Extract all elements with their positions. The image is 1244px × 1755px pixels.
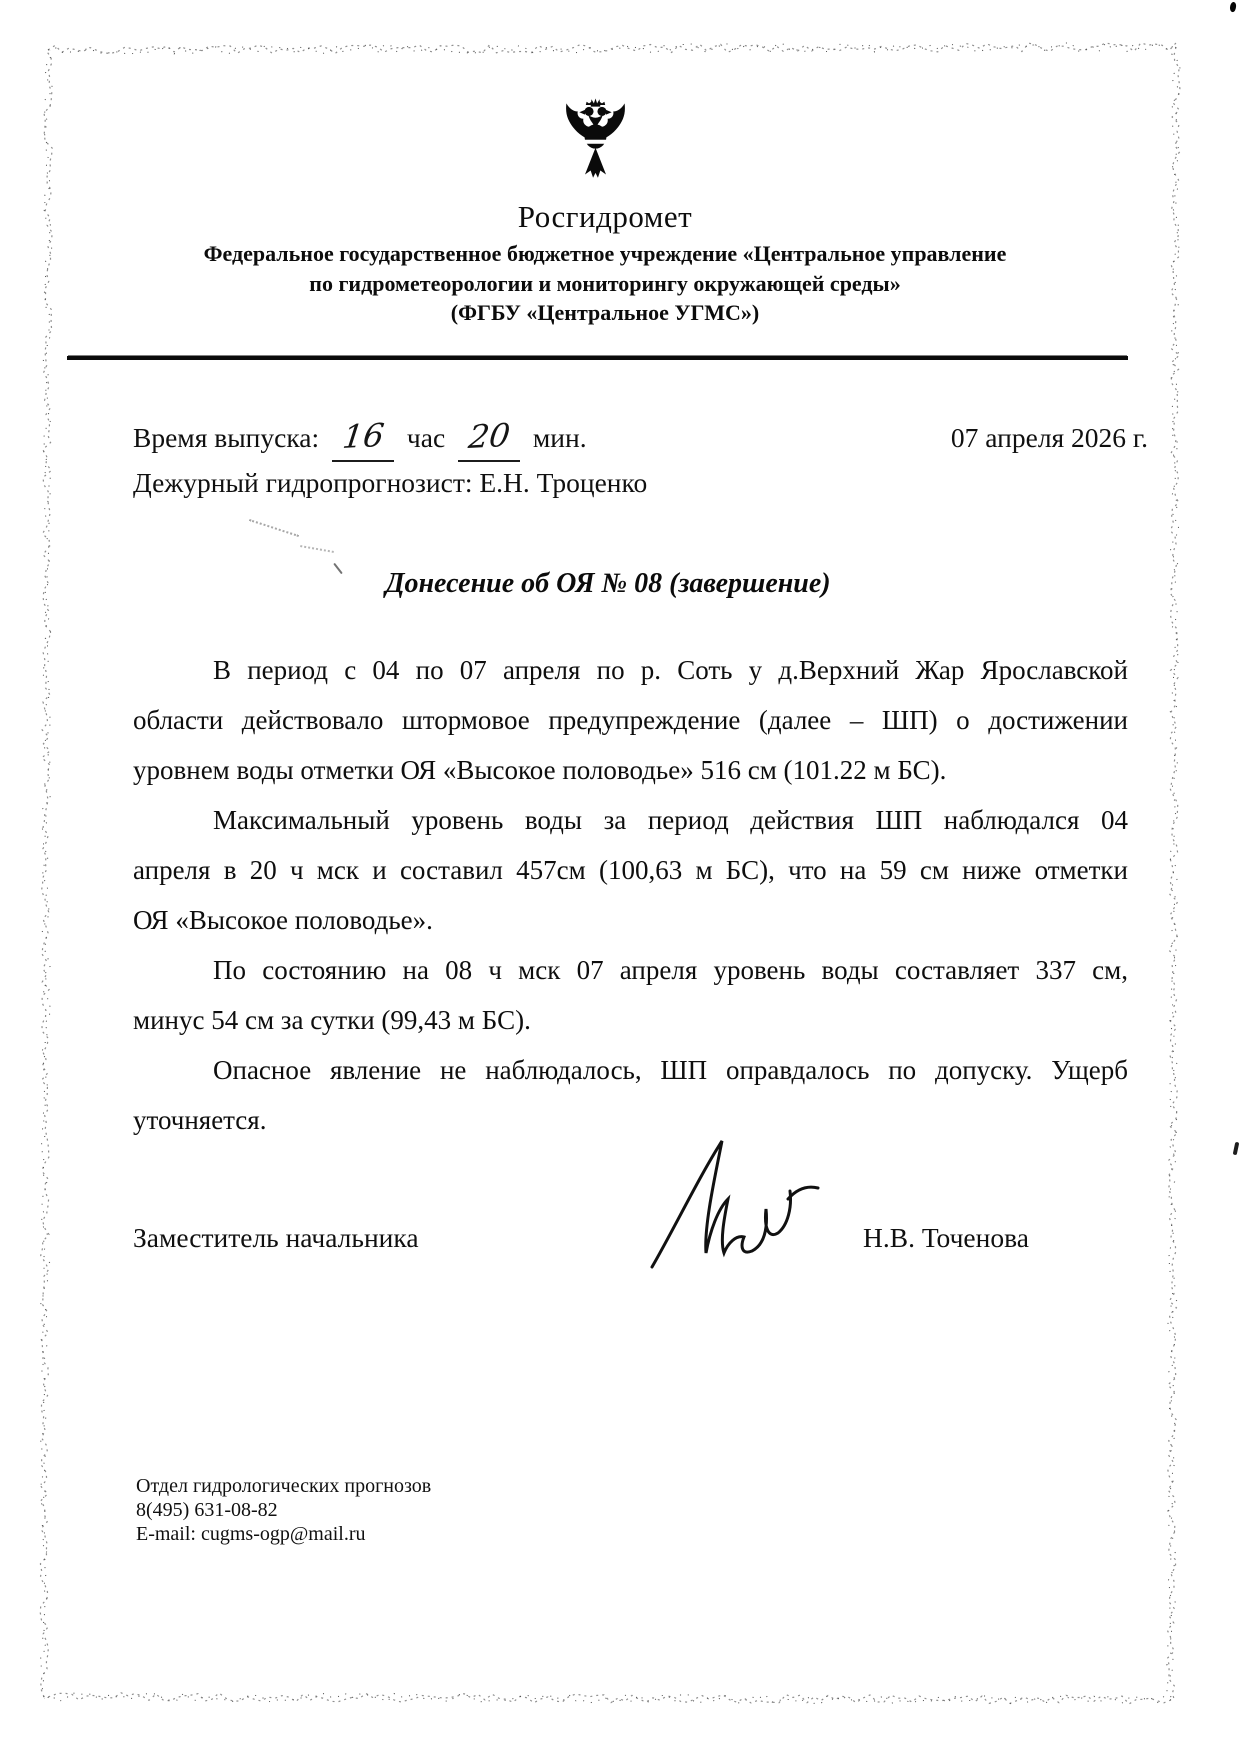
footer-contacts bbox=[136, 1474, 431, 1546]
paragraph-line: уточняется. bbox=[133, 1105, 267, 1135]
paragraph-line: области действовало штормовое предупреждение (далее – ШП) о достижении bbox=[133, 705, 1128, 735]
duty-forecaster-line: Дежурный гидропрогнозист: Е.Н. Троценко bbox=[133, 467, 648, 498]
signatory-name: Н.В. Точенова bbox=[863, 1222, 1029, 1253]
report-body bbox=[133, 645, 1128, 1145]
paragraph-line: По состоянию на 08 ч мск 07 апреля уровень воды составляет 337 см, bbox=[213, 955, 1128, 985]
paragraph-line: минус 54 см за сутки (99,43 м БС). bbox=[133, 1005, 531, 1035]
release-time-label: Время выпуска: bbox=[133, 422, 320, 453]
hours-unit: час bbox=[406, 422, 446, 453]
paragraph-line: Максимальный уровень воды за период действия ШП наблюдался 04 bbox=[213, 805, 1128, 835]
minutes-field bbox=[458, 415, 520, 462]
hours-field bbox=[332, 415, 394, 462]
paragraph-line: апреля в 20 ч мск и составил 457см (100,63 м БС), что на 59 см ниже отметки bbox=[133, 855, 1128, 885]
org-name-line-3: (ФГБУ «Центральное УГМС») bbox=[450, 300, 760, 325]
paragraph-line: ОЯ «Высокое половодье». bbox=[133, 905, 433, 935]
agency-name: Росгидромет bbox=[517, 199, 693, 234]
footer-phone: 8(495) 631-08-82 bbox=[136, 1499, 278, 1521]
footer-email: E-mail: cugms-ogp@mail.ru bbox=[136, 1523, 366, 1545]
signature-stroke bbox=[640, 1133, 830, 1283]
organization-name bbox=[0, 239, 1210, 328]
paragraph-line: В период с 04 по 07 апреля по р. Соть у д.Верхний Жар Ярославской bbox=[213, 655, 1128, 685]
release-time-line bbox=[133, 415, 587, 462]
header-divider bbox=[67, 356, 1128, 360]
scan-smudge bbox=[300, 545, 334, 553]
hours-value: 16 bbox=[340, 415, 386, 457]
report-title: Донесение об ОЯ № 08 (завершение) bbox=[385, 568, 831, 599]
report-date: 07 апреля 2026 г. bbox=[950, 422, 1148, 453]
org-name-line-2: по гидрометеорологии и мониторингу окружающей среды» bbox=[309, 270, 901, 296]
scan-speck bbox=[1229, 1, 1237, 12]
footer-department: Отдел гидрологических прогнозов bbox=[136, 1475, 432, 1497]
paragraph-line: уровнем воды отметки ОЯ «Высокое половодье» 516 см (101.22 м БС). bbox=[133, 755, 947, 785]
scan-speck bbox=[1233, 1142, 1240, 1156]
org-name-line-1: Федеральное государственное бюджетное учреждение «Центральное управление bbox=[203, 241, 1007, 266]
coat-of-arms-eagle-icon bbox=[547, 96, 644, 198]
signature-position: Заместитель начальника bbox=[133, 1222, 419, 1253]
minutes-unit: мин. bbox=[532, 422, 587, 453]
minutes-value: 20 bbox=[466, 415, 512, 457]
paragraph-line: Опасное явление не наблюдалось, ШП оправдалось по допуску. Ущерб bbox=[213, 1055, 1128, 1085]
scan-smudge bbox=[249, 519, 299, 537]
